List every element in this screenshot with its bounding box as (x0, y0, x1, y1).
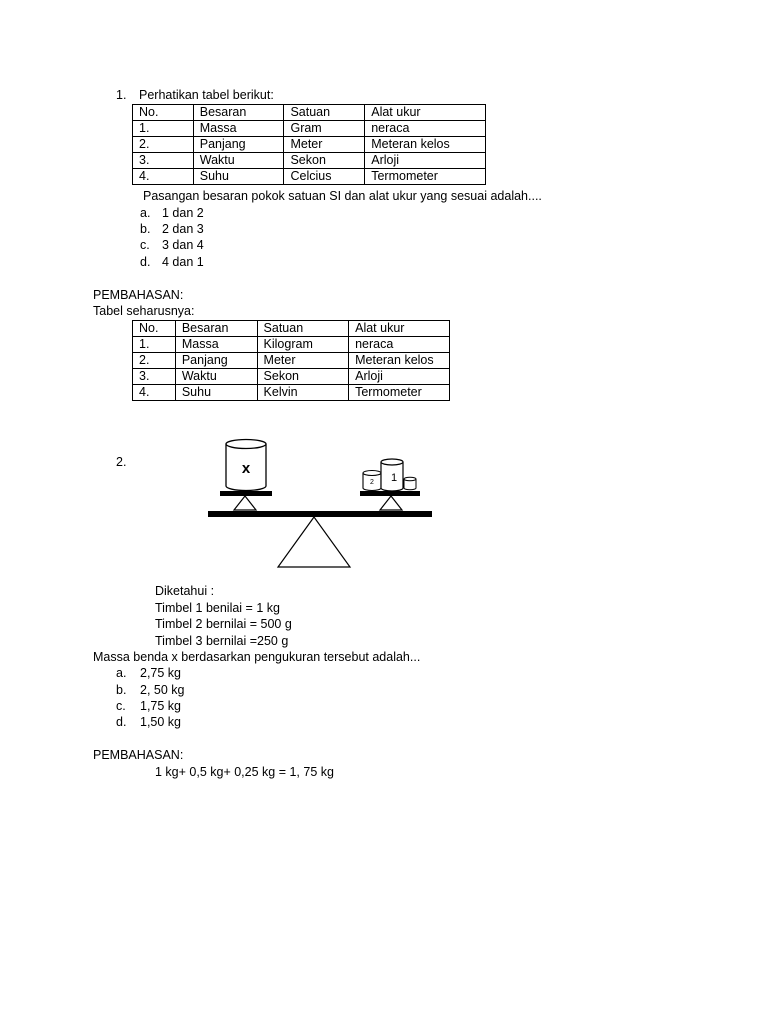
table-cell: Waktu (175, 369, 257, 385)
header-cell: Alat ukur (365, 105, 486, 121)
q1-intro: Perhatikan tabel berikut: (139, 88, 274, 102)
table-cell: Massa (193, 121, 284, 137)
q2-question: Massa benda x berdasarkan pengukuran tersebut adalah... (93, 650, 421, 664)
table-row (133, 369, 450, 385)
option-letter: b. (116, 683, 127, 697)
table-row (133, 153, 486, 169)
option-letter: d. (116, 715, 127, 729)
table-cell: neraca (349, 337, 450, 353)
option-letter: a. (140, 206, 151, 220)
table-cell: Panjang (175, 353, 257, 369)
table-cell: Celcius (284, 169, 365, 185)
table-cell: Meter (284, 137, 365, 153)
known-item: Timbel 3 bernilai =250 g (155, 634, 289, 648)
header-cell: No. (133, 321, 176, 337)
balance-beam (208, 511, 432, 517)
table-cell: Termometer (365, 169, 486, 185)
object-x-label: x (241, 460, 251, 477)
weight-2-label: 2 (370, 479, 374, 486)
header-cell: Satuan (257, 321, 349, 337)
table-cell: Arloji (349, 369, 450, 385)
table-cell: Gram (284, 121, 365, 137)
table-row (133, 121, 486, 137)
header-cell: Besaran (193, 105, 284, 121)
table-cell: Suhu (175, 385, 257, 401)
table-cell: Waktu (193, 153, 284, 169)
object-x-cylinder (226, 440, 266, 491)
q1-number: 1. (116, 88, 127, 102)
table-cell: Panjang (193, 137, 284, 153)
option-text: 1 dan 2 (162, 206, 204, 220)
table-cell: Termometer (349, 385, 450, 401)
left-pan-support (234, 496, 256, 510)
weight-1 (381, 459, 403, 491)
option-text: 1,75 kg (140, 699, 182, 713)
header-cell: Satuan (284, 105, 365, 121)
table-cell: Meteran kelos (349, 353, 450, 369)
table-row (133, 169, 486, 185)
right-pan (360, 491, 420, 496)
disc1-table (132, 320, 450, 401)
table-row (133, 385, 450, 401)
table-cell: Sekon (284, 153, 365, 169)
q1-question: Pasangan besaran pokok satuan SI dan alat ukur yang sesuai adalah.... (143, 189, 542, 203)
option-text: 2, 50 kg (140, 683, 185, 697)
known-item: Timbel 1 benilai = 1 kg (155, 601, 280, 615)
table-cell: neraca (365, 121, 486, 137)
right-pan-support (380, 496, 402, 510)
option-letter: c. (140, 238, 150, 252)
option-letter: a. (116, 666, 127, 680)
table-cell: Kilogram (257, 337, 349, 353)
table-row (133, 337, 450, 353)
table-cell: Sekon (257, 369, 349, 385)
known-item: Timbel 2 bernilai = 500 g (155, 617, 292, 631)
table-header-row (133, 105, 486, 121)
table-cell: Suhu (193, 169, 284, 185)
table-cell: 3. (133, 153, 194, 169)
calculation-text: 1 kg+ 0,5 kg+ 0,25 kg = 1, 75 kg (155, 765, 334, 779)
table-cell: 3. (133, 369, 176, 385)
left-pan (220, 491, 272, 496)
table-cell: 2. (133, 137, 194, 153)
table-cell: Meter (257, 353, 349, 369)
fulcrum-triangle (278, 517, 350, 567)
table-cell: 1. (133, 121, 194, 137)
option-text: 3 dan 4 (162, 238, 204, 252)
option-letter: b. (140, 222, 151, 236)
table-cell: 4. (133, 385, 176, 401)
option-letter: c. (116, 699, 126, 713)
table-cell: Meteran kelos (365, 137, 486, 153)
discussion-subheading: Tabel seharusnya: (93, 304, 195, 318)
table-cell: 4. (133, 169, 194, 185)
discussion-heading: PEMBAHASAN: (93, 288, 184, 302)
q2-number: 2. (116, 455, 127, 469)
option-text: 2 dan 3 (162, 222, 204, 236)
header-cell: Besaran (175, 321, 257, 337)
table-row (133, 353, 450, 369)
header-cell: Alat ukur (349, 321, 450, 337)
weight-2 (363, 471, 381, 491)
weight-1-label: 1 (390, 472, 398, 484)
weight-3 (404, 477, 416, 490)
known-heading: Diketahui : (155, 584, 215, 598)
table-header-row (133, 321, 450, 337)
table-cell: Kelvin (257, 385, 349, 401)
table-cell: 1. (133, 337, 176, 353)
table-cell: Arloji (365, 153, 486, 169)
option-text: 4 dan 1 (162, 255, 204, 269)
table-row (133, 137, 486, 153)
balance-scale-figure (200, 430, 440, 575)
table-cell: 2. (133, 353, 176, 369)
option-text: 2,75 kg (140, 666, 182, 680)
discussion-heading: PEMBAHASAN: (93, 748, 184, 762)
option-letter: d. (140, 255, 151, 269)
option-text: 1,50 kg (140, 715, 182, 729)
q1-table (132, 104, 486, 185)
header-cell: No. (133, 105, 194, 121)
table-cell: Massa (175, 337, 257, 353)
